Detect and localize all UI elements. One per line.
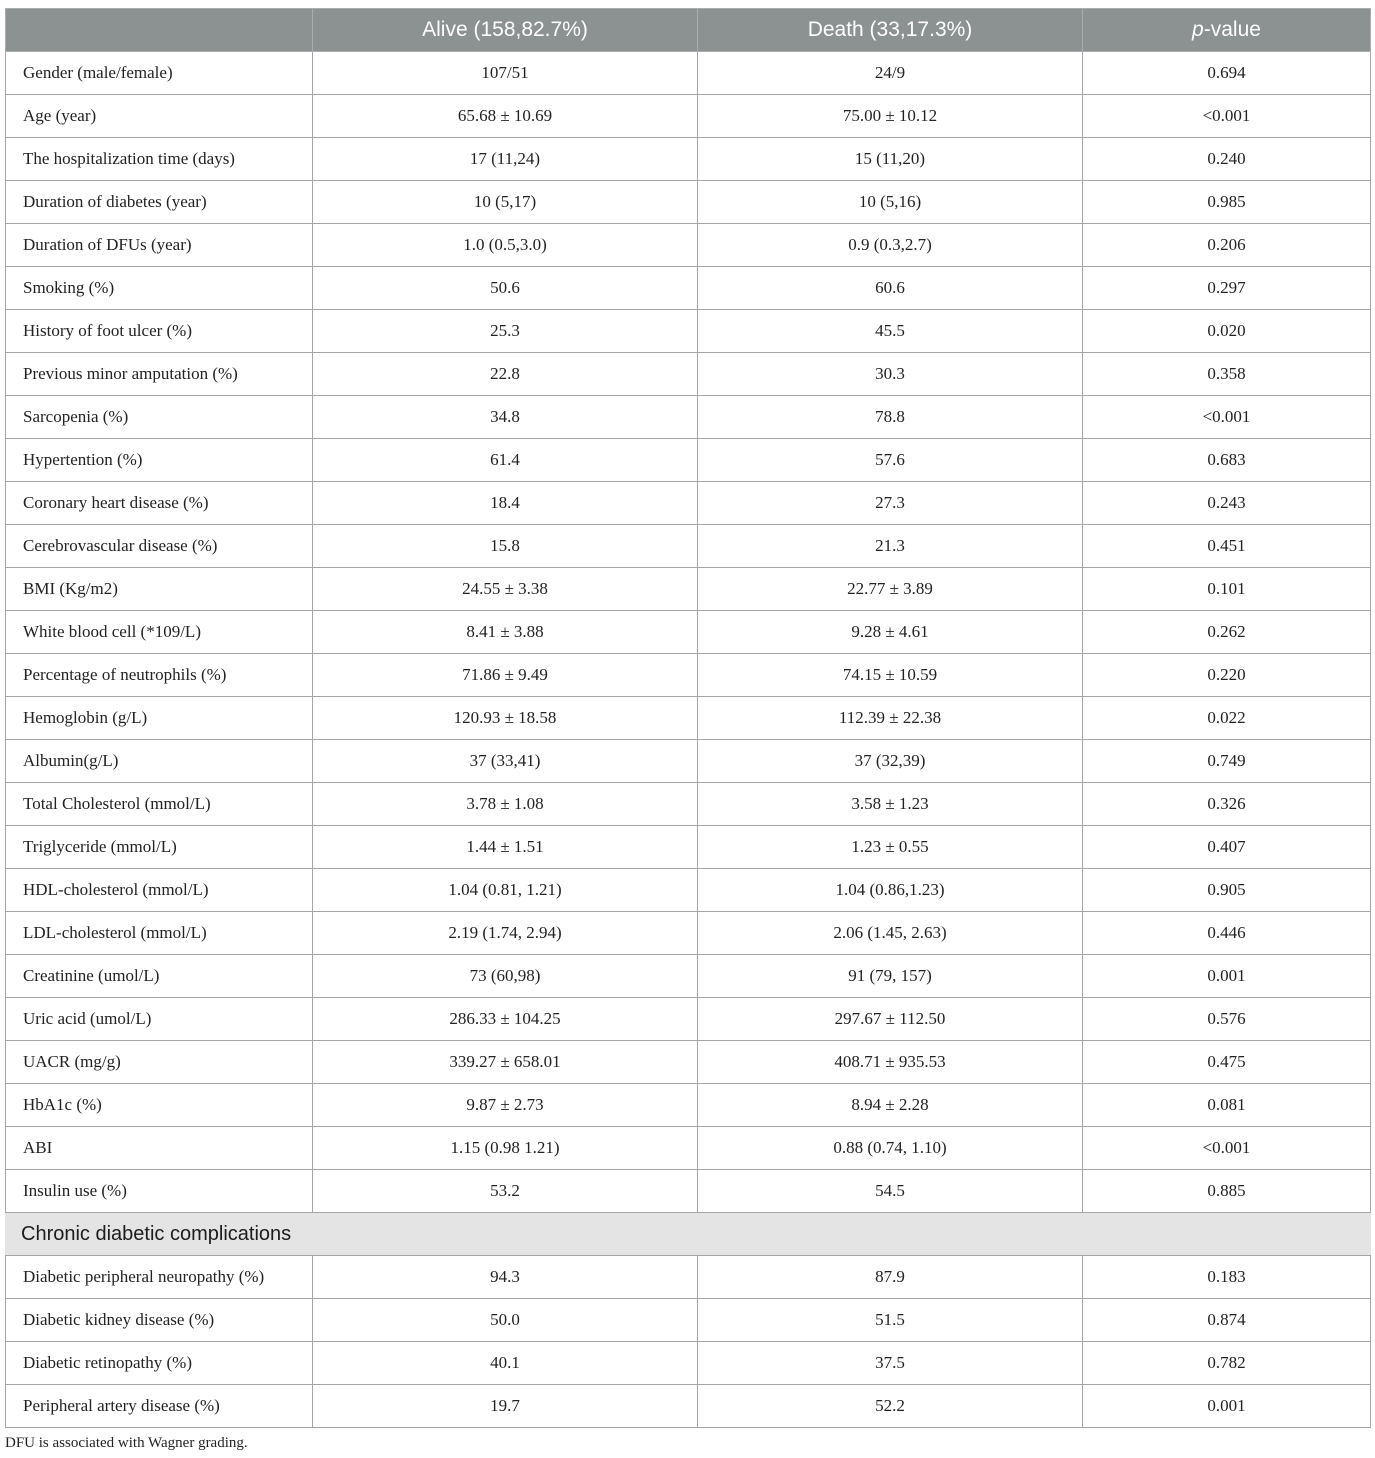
table-row: [6, 740, 1371, 783]
table-row: [6, 181, 1371, 224]
table-row: [6, 1299, 1371, 1342]
table-row: [6, 1170, 1371, 1213]
cell-variable: Sarcopenia (%): [6, 396, 313, 439]
cell-alive: 53.2: [313, 1170, 698, 1213]
table-row: [6, 482, 1371, 525]
cell-variable: Triglyceride (mmol/L): [6, 826, 313, 869]
cell-death: 15 (11,20): [698, 138, 1083, 181]
table-row: [6, 826, 1371, 869]
table-row: [6, 783, 1371, 826]
cell-death: 1.23 ± 0.55: [698, 826, 1083, 869]
cell-p-value: 0.101: [1083, 568, 1371, 611]
cell-variable: HbA1c (%): [6, 1084, 313, 1127]
cell-p-value: <0.001: [1083, 95, 1371, 138]
header-p-italic: p: [1192, 18, 1204, 41]
table-row: [6, 912, 1371, 955]
cell-variable: Uric acid (umol/L): [6, 998, 313, 1041]
cell-p-value: 0.694: [1083, 52, 1371, 95]
cell-death: 51.5: [698, 1299, 1083, 1342]
table-row: [6, 310, 1371, 353]
cell-death: 297.67 ± 112.50: [698, 998, 1083, 1041]
cell-variable: Duration of DFUs (year): [6, 224, 313, 267]
cell-alive: 10 (5,17): [313, 181, 698, 224]
cell-variable: HDL-cholesterol (mmol/L): [6, 869, 313, 912]
cell-variable: Albumin(g/L): [6, 740, 313, 783]
cell-variable: Creatinine (umol/L): [6, 955, 313, 998]
cell-alive: 22.8: [313, 353, 698, 396]
cell-alive: 17 (11,24): [313, 138, 698, 181]
cell-variable: Previous minor amputation (%): [6, 353, 313, 396]
table-row: [6, 525, 1371, 568]
cell-p-value: 0.081: [1083, 1084, 1371, 1127]
cell-variable: The hospitalization time (days): [6, 138, 313, 181]
cell-variable: LDL-cholesterol (mmol/L): [6, 912, 313, 955]
cell-death: 24/9: [698, 52, 1083, 95]
table-row: [6, 52, 1371, 95]
cell-death: 78.8: [698, 396, 1083, 439]
cell-alive: 34.8: [313, 396, 698, 439]
cell-death: 0.88 (0.74, 1.10): [698, 1127, 1083, 1170]
table-row: [6, 396, 1371, 439]
cell-p-value: 0.407: [1083, 826, 1371, 869]
cell-alive: 1.0 (0.5,3.0): [313, 224, 698, 267]
cell-alive: 3.78 ± 1.08: [313, 783, 698, 826]
cell-variable: Cerebrovascular disease (%): [6, 525, 313, 568]
table-row: [6, 1127, 1371, 1170]
cell-variable: Hypertention (%): [6, 439, 313, 482]
table-row: [6, 138, 1371, 181]
cell-alive: 71.86 ± 9.49: [313, 654, 698, 697]
cell-death: 52.2: [698, 1385, 1083, 1428]
section-title: Chronic diabetic complications: [6, 1213, 1371, 1256]
table-row: [6, 697, 1371, 740]
cell-alive: 1.04 (0.81, 1.21): [313, 869, 698, 912]
table-body-main: [6, 52, 1371, 1213]
cell-alive: 61.4: [313, 439, 698, 482]
cell-alive: 2.19 (1.74, 2.94): [313, 912, 698, 955]
table-row: [6, 1342, 1371, 1385]
cell-death: 45.5: [698, 310, 1083, 353]
cell-death: 87.9: [698, 1256, 1083, 1299]
table-row: [6, 1256, 1371, 1299]
cell-p-value: 0.782: [1083, 1342, 1371, 1385]
cell-death: 1.04 (0.86,1.23): [698, 869, 1083, 912]
cell-alive: 65.68 ± 10.69: [313, 95, 698, 138]
cell-p-value: 0.358: [1083, 353, 1371, 396]
cell-p-value: 0.576: [1083, 998, 1371, 1041]
cell-death: 22.77 ± 3.89: [698, 568, 1083, 611]
table-row: [6, 1041, 1371, 1084]
cell-variable: Hemoglobin (g/L): [6, 697, 313, 740]
cell-p-value: 0.905: [1083, 869, 1371, 912]
cell-p-value: <0.001: [1083, 1127, 1371, 1170]
table-row: [6, 95, 1371, 138]
cell-p-value: 0.001: [1083, 955, 1371, 998]
cell-death: 2.06 (1.45, 2.63): [698, 912, 1083, 955]
cell-alive: 25.3: [313, 310, 698, 353]
cell-p-value: 0.183: [1083, 1256, 1371, 1299]
cell-death: 75.00 ± 10.12: [698, 95, 1083, 138]
cell-variable: Insulin use (%): [6, 1170, 313, 1213]
cell-variable: ABI: [6, 1127, 313, 1170]
cell-death: 8.94 ± 2.28: [698, 1084, 1083, 1127]
header-p-value: [1083, 9, 1371, 52]
cell-death: 0.9 (0.3,2.7): [698, 224, 1083, 267]
cell-p-value: 0.262: [1083, 611, 1371, 654]
cell-death: 9.28 ± 4.61: [698, 611, 1083, 654]
cell-p-value: 0.297: [1083, 267, 1371, 310]
table-row: [6, 568, 1371, 611]
table-row: [6, 1084, 1371, 1127]
cell-variable: Coronary heart disease (%): [6, 482, 313, 525]
cell-death: 91 (79, 157): [698, 955, 1083, 998]
cell-death: 3.58 ± 1.23: [698, 783, 1083, 826]
cell-death: 30.3: [698, 353, 1083, 396]
cell-death: 408.71 ± 935.53: [698, 1041, 1083, 1084]
cell-alive: 8.41 ± 3.88: [313, 611, 698, 654]
cell-death: 57.6: [698, 439, 1083, 482]
table-row: [6, 611, 1371, 654]
cell-variable: Duration of diabetes (year): [6, 181, 313, 224]
header-death: Death (33,17.3%): [698, 9, 1083, 52]
cell-alive: 9.87 ± 2.73: [313, 1084, 698, 1127]
cell-alive: 50.0: [313, 1299, 698, 1342]
cell-alive: 37 (33,41): [313, 740, 698, 783]
cell-death: 60.6: [698, 267, 1083, 310]
cell-death: 10 (5,16): [698, 181, 1083, 224]
cell-p-value: 0.243: [1083, 482, 1371, 525]
table-row: [6, 224, 1371, 267]
cell-alive: 73 (60,98): [313, 955, 698, 998]
cell-variable: White blood cell (*109/L): [6, 611, 313, 654]
cell-alive: 107/51: [313, 52, 698, 95]
data-table: [5, 8, 1371, 1428]
cell-p-value: 0.749: [1083, 740, 1371, 783]
cell-variable: Total Cholesterol (mmol/L): [6, 783, 313, 826]
table-row: [6, 869, 1371, 912]
cell-p-value: <0.001: [1083, 396, 1371, 439]
table-row: [6, 1385, 1371, 1428]
cell-p-value: 0.475: [1083, 1041, 1371, 1084]
table-row: [6, 353, 1371, 396]
table-row: [6, 955, 1371, 998]
cell-death: 21.3: [698, 525, 1083, 568]
cell-p-value: 0.022: [1083, 697, 1371, 740]
table-row: [6, 654, 1371, 697]
cell-p-value: 0.240: [1083, 138, 1371, 181]
cell-p-value: 0.001: [1083, 1385, 1371, 1428]
table-row: [6, 267, 1371, 310]
cell-p-value: 0.874: [1083, 1299, 1371, 1342]
header-row: [6, 9, 1371, 52]
table-body-complications: [6, 1256, 1371, 1428]
cell-variable: Age (year): [6, 95, 313, 138]
cell-alive: 94.3: [313, 1256, 698, 1299]
cell-p-value: 0.451: [1083, 525, 1371, 568]
cell-variable: History of foot ulcer (%): [6, 310, 313, 353]
cell-p-value: 0.020: [1083, 310, 1371, 353]
cell-alive: 1.15 (0.98 1.21): [313, 1127, 698, 1170]
cell-alive: 50.6: [313, 267, 698, 310]
cell-p-value: 0.885: [1083, 1170, 1371, 1213]
cell-variable: Diabetic retinopathy (%): [6, 1342, 313, 1385]
cell-variable: Gender (male/female): [6, 52, 313, 95]
cell-variable: Diabetic peripheral neuropathy (%): [6, 1256, 313, 1299]
table-body-section: [6, 1213, 1371, 1256]
cell-death: 37.5: [698, 1342, 1083, 1385]
section-row: [6, 1213, 1371, 1256]
table-row: [6, 439, 1371, 482]
header-p-suffix: -value: [1203, 18, 1261, 41]
cell-alive: 120.93 ± 18.58: [313, 697, 698, 740]
cell-death: 112.39 ± 22.38: [698, 697, 1083, 740]
header-variable: [6, 9, 313, 52]
cell-death: 74.15 ± 10.59: [698, 654, 1083, 697]
footnote: DFU is associated with Wagner grading.: [5, 1435, 248, 1451]
cell-death: 27.3: [698, 482, 1083, 525]
cell-death: 54.5: [698, 1170, 1083, 1213]
cell-alive: 24.55 ± 3.38: [313, 568, 698, 611]
cell-p-value: 0.446: [1083, 912, 1371, 955]
cell-p-value: 0.206: [1083, 224, 1371, 267]
cell-p-value: 0.683: [1083, 439, 1371, 482]
cell-variable: Percentage of neutrophils (%): [6, 654, 313, 697]
cell-variable: Peripheral artery disease (%): [6, 1385, 313, 1428]
cell-p-value: 0.220: [1083, 654, 1371, 697]
cell-death: 37 (32,39): [698, 740, 1083, 783]
cell-p-value: 0.985: [1083, 181, 1371, 224]
cell-variable: BMI (Kg/m2): [6, 568, 313, 611]
cell-p-value: 0.326: [1083, 783, 1371, 826]
cell-alive: 40.1: [313, 1342, 698, 1385]
cell-alive: 1.44 ± 1.51: [313, 826, 698, 869]
cell-variable: Diabetic kidney disease (%): [6, 1299, 313, 1342]
cell-alive: 286.33 ± 104.25: [313, 998, 698, 1041]
cell-variable: UACR (mg/g): [6, 1041, 313, 1084]
table-row: [6, 998, 1371, 1041]
header-alive: Alive (158,82.7%): [313, 9, 698, 52]
cell-alive: 15.8: [313, 525, 698, 568]
cell-alive: 19.7: [313, 1385, 698, 1428]
cell-variable: Smoking (%): [6, 267, 313, 310]
cell-alive: 18.4: [313, 482, 698, 525]
cell-alive: 339.27 ± 658.01: [313, 1041, 698, 1084]
